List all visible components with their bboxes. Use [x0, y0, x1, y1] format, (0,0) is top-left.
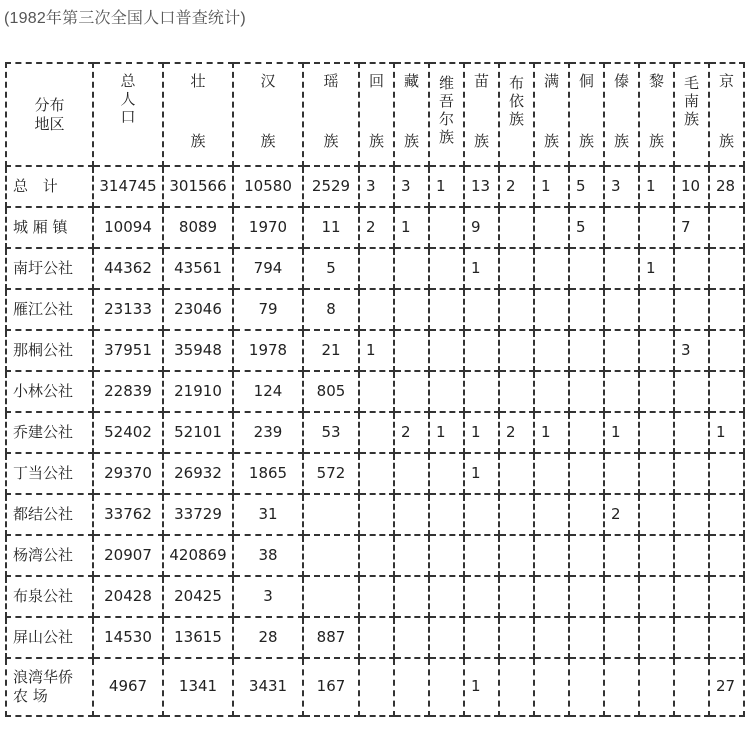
population-cell [359, 535, 394, 576]
population-cell [359, 453, 394, 494]
population-cell [394, 453, 429, 494]
ethnic-group-header [303, 63, 359, 166]
population-cell [394, 576, 429, 617]
population-cell [604, 289, 639, 330]
population-cell: 10580 [233, 166, 303, 207]
population-cell [359, 412, 394, 453]
population-cell [464, 494, 499, 535]
population-cell [534, 535, 569, 576]
ethnic-group-header-suffix: 族 [718, 132, 734, 150]
population-cell [674, 453, 709, 494]
population-cell: 2 [499, 166, 534, 207]
population-cell: 167 [303, 658, 359, 716]
population-cell: 29370 [93, 453, 163, 494]
population-cell: 572 [303, 453, 359, 494]
population-cell [429, 658, 464, 716]
ethnic-group-header-name: 黎 [648, 72, 664, 90]
population-cell: 79 [233, 289, 303, 330]
population-cell [674, 576, 709, 617]
population-cell: 31 [233, 494, 303, 535]
table-row [6, 494, 744, 535]
population-cell: 44362 [93, 248, 163, 289]
population-cell: 2529 [303, 166, 359, 207]
population-cell [429, 453, 464, 494]
population-cell [429, 371, 464, 412]
population-cell [534, 576, 569, 617]
population-cell: 1 [604, 412, 639, 453]
ethnic-group-header-text: 维 吾 尔 族 [438, 74, 454, 146]
population-cell: 21 [303, 330, 359, 371]
population-cell [639, 330, 674, 371]
ethnic-group-header [709, 63, 744, 166]
population-cell: 3 [359, 166, 394, 207]
population-cell [709, 371, 744, 412]
population-cell [394, 494, 429, 535]
table-row [6, 330, 744, 371]
population-cell: 20428 [93, 576, 163, 617]
population-cell [394, 658, 429, 716]
population-cell: 10094 [93, 207, 163, 248]
population-cell: 1341 [163, 658, 233, 716]
population-cell [639, 535, 674, 576]
population-cell [604, 617, 639, 658]
population-cell: 301566 [163, 166, 233, 207]
population-cell: 23046 [163, 289, 233, 330]
population-cell [394, 248, 429, 289]
population-cell [429, 494, 464, 535]
population-cell [359, 248, 394, 289]
population-cell [359, 289, 394, 330]
population-cell: 314745 [93, 166, 163, 207]
population-cell: 10 [674, 166, 709, 207]
population-cell [639, 371, 674, 412]
population-cell: 27 [709, 658, 744, 716]
population-cell: 11 [303, 207, 359, 248]
population-cell [569, 494, 604, 535]
population-cell [464, 617, 499, 658]
ethnic-group-header-name: 藏 [403, 72, 419, 90]
population-cell [674, 371, 709, 412]
population-cell [534, 248, 569, 289]
district-name-cell [6, 207, 93, 248]
table-row [6, 617, 744, 658]
district-name-cell [6, 412, 93, 453]
district-name-cell [6, 658, 93, 716]
population-cell [604, 453, 639, 494]
population-cell [604, 330, 639, 371]
population-cell: 1 [464, 248, 499, 289]
population-cell [534, 371, 569, 412]
table-row [6, 658, 744, 716]
ethnic-group-header-suffix: 族 [543, 132, 559, 150]
ethnic-group-header [464, 63, 499, 166]
district-name: 小林公社 [13, 382, 74, 401]
district-name-cell [6, 166, 93, 207]
population-cell [604, 658, 639, 716]
table-row [6, 207, 744, 248]
population-cell [569, 535, 604, 576]
ethnic-group-header [163, 63, 233, 166]
population-cell [569, 617, 604, 658]
population-cell [639, 576, 674, 617]
table-row [6, 453, 744, 494]
population-cell [429, 576, 464, 617]
ethnic-group-header [674, 63, 709, 166]
population-cell [534, 330, 569, 371]
population-cell [359, 494, 394, 535]
ethnic-group-header-text: 毛 南 族 [683, 74, 699, 128]
district-name-cell [6, 289, 93, 330]
population-cell [639, 453, 674, 494]
population-cell [359, 658, 394, 716]
ethnic-group-header [499, 63, 534, 166]
population-cell [429, 535, 464, 576]
district-name: 雁江公社 [13, 300, 74, 319]
population-cell [674, 658, 709, 716]
district-header [6, 63, 93, 166]
header-row [6, 63, 744, 166]
population-cell [709, 535, 744, 576]
population-cell [499, 330, 534, 371]
population-cell: 1978 [233, 330, 303, 371]
population-cell [569, 453, 604, 494]
population-cell: 3 [233, 576, 303, 617]
population-cell: 887 [303, 617, 359, 658]
population-cell [639, 494, 674, 535]
district-name-cell [6, 494, 93, 535]
ethnic-group-header-name: 壮 [190, 72, 206, 90]
population-cell [569, 658, 604, 716]
population-cell [359, 576, 394, 617]
table-row [6, 535, 744, 576]
table-row [6, 412, 744, 453]
population-cell: 1 [464, 412, 499, 453]
ethnic-group-header [394, 63, 429, 166]
table-row [6, 289, 744, 330]
population-cell [534, 617, 569, 658]
population-cell [569, 289, 604, 330]
ethnic-group-header [639, 63, 674, 166]
population-cell: 1 [639, 166, 674, 207]
population-cell: 3 [674, 330, 709, 371]
ethnic-group-header [534, 63, 569, 166]
ethnic-group-header-suffix: 族 [578, 132, 594, 150]
population-cell: 1 [534, 166, 569, 207]
population-cell: 3 [394, 166, 429, 207]
population-cell [464, 535, 499, 576]
population-cell [499, 248, 534, 289]
population-cell: 53 [303, 412, 359, 453]
total-population-header-text: 总 人 口 [120, 72, 136, 126]
population-cell [569, 330, 604, 371]
population-cell: 33729 [163, 494, 233, 535]
ethnic-group-header [569, 63, 604, 166]
table-row [6, 248, 744, 289]
population-cell: 4967 [93, 658, 163, 716]
population-cell [639, 289, 674, 330]
ethnic-group-header-name: 傣 [613, 72, 629, 90]
population-cell [303, 576, 359, 617]
population-cell: 794 [233, 248, 303, 289]
population-cell [709, 207, 744, 248]
census-table [5, 62, 745, 717]
population-cell: 124 [233, 371, 303, 412]
population-cell: 1 [709, 412, 744, 453]
population-cell [569, 576, 604, 617]
population-cell [709, 289, 744, 330]
population-cell: 805 [303, 371, 359, 412]
district-name-cell [6, 248, 93, 289]
population-cell [429, 330, 464, 371]
ethnic-group-header-text: 布 依 族 [508, 74, 524, 128]
population-cell: 2 [394, 412, 429, 453]
population-cell [709, 453, 744, 494]
population-cell [639, 412, 674, 453]
population-cell: 1 [429, 166, 464, 207]
population-cell: 23133 [93, 289, 163, 330]
population-cell [674, 494, 709, 535]
population-cell: 35948 [163, 330, 233, 371]
population-cell [534, 658, 569, 716]
ethnic-group-header [233, 63, 303, 166]
population-cell [534, 289, 569, 330]
population-cell: 1 [359, 330, 394, 371]
district-name: 浪湾华侨 农 场 [13, 668, 74, 705]
population-cell: 52101 [163, 412, 233, 453]
population-cell [604, 248, 639, 289]
population-cell [604, 207, 639, 248]
population-cell: 2 [604, 494, 639, 535]
population-cell [499, 535, 534, 576]
population-cell: 14530 [93, 617, 163, 658]
population-cell [674, 535, 709, 576]
table-row [6, 576, 744, 617]
district-name: 城 厢 镇 [13, 218, 68, 237]
population-cell [464, 330, 499, 371]
population-cell [429, 617, 464, 658]
district-name: 屏山公社 [13, 628, 74, 647]
ethnic-group-header-name: 汉 [260, 72, 276, 90]
district-name: 总 计 [13, 177, 63, 196]
ethnic-group-header [429, 63, 464, 166]
population-cell: 52402 [93, 412, 163, 453]
population-cell: 28 [233, 617, 303, 658]
population-cell: 37951 [93, 330, 163, 371]
population-cell: 5 [303, 248, 359, 289]
population-cell: 13615 [163, 617, 233, 658]
population-cell: 1 [639, 248, 674, 289]
population-cell: 2 [499, 412, 534, 453]
ethnic-group-header-suffix: 族 [473, 132, 489, 150]
population-cell: 38 [233, 535, 303, 576]
population-cell [569, 248, 604, 289]
population-cell: 33762 [93, 494, 163, 535]
district-name: 布泉公社 [13, 587, 74, 606]
population-cell [499, 289, 534, 330]
population-cell: 239 [233, 412, 303, 453]
population-cell [394, 289, 429, 330]
population-cell: 5 [569, 166, 604, 207]
ethnic-group-header [604, 63, 639, 166]
ethnic-group-header-suffix: 族 [648, 132, 664, 150]
population-cell: 1865 [233, 453, 303, 494]
ethnic-group-header-name: 瑶 [323, 72, 339, 90]
district-name: 都结公社 [13, 505, 74, 524]
population-cell: 1 [429, 412, 464, 453]
population-cell [499, 371, 534, 412]
population-cell [604, 371, 639, 412]
population-cell [709, 248, 744, 289]
ethnic-group-header-suffix: 族 [190, 132, 206, 150]
district-name: 杨湾公社 [13, 546, 74, 565]
population-cell [359, 371, 394, 412]
district-name: 那桐公社 [13, 341, 74, 360]
population-cell [499, 494, 534, 535]
population-cell [499, 576, 534, 617]
population-cell [499, 658, 534, 716]
district-name-cell [6, 617, 93, 658]
population-cell [604, 576, 639, 617]
population-cell: 420869 [163, 535, 233, 576]
population-cell [569, 412, 604, 453]
district-name-cell [6, 453, 93, 494]
population-cell: 5 [569, 207, 604, 248]
population-cell [639, 658, 674, 716]
population-cell [674, 617, 709, 658]
population-cell [303, 535, 359, 576]
page-caption: (1982年第三次全国人口普查统计) [4, 10, 246, 27]
population-cell [394, 330, 429, 371]
population-cell: 2 [359, 207, 394, 248]
population-cell [639, 617, 674, 658]
population-cell: 20425 [163, 576, 233, 617]
ethnic-group-header [359, 63, 394, 166]
ethnic-group-header-suffix: 族 [323, 132, 339, 150]
population-cell: 1 [464, 453, 499, 494]
population-cell: 26932 [163, 453, 233, 494]
population-cell: 3431 [233, 658, 303, 716]
population-cell [359, 617, 394, 658]
population-cell [534, 453, 569, 494]
population-cell [464, 576, 499, 617]
population-cell: 8 [303, 289, 359, 330]
population-cell: 1 [534, 412, 569, 453]
ethnic-group-header-name: 苗 [473, 72, 489, 90]
population-cell [394, 535, 429, 576]
district-header-text: 分布 地区 [34, 95, 65, 133]
population-cell: 7 [674, 207, 709, 248]
district-name-cell [6, 371, 93, 412]
ethnic-group-header-name: 回 [368, 72, 384, 90]
ethnic-group-header-name: 满 [543, 72, 559, 90]
population-cell: 21910 [163, 371, 233, 412]
population-cell: 1970 [233, 207, 303, 248]
ethnic-group-header-suffix: 族 [260, 132, 276, 150]
population-cell [464, 289, 499, 330]
population-cell: 3 [604, 166, 639, 207]
population-cell: 13 [464, 166, 499, 207]
population-cell [499, 207, 534, 248]
population-cell [569, 371, 604, 412]
ethnic-group-header-suffix: 族 [403, 132, 419, 150]
population-cell [709, 576, 744, 617]
population-cell [464, 371, 499, 412]
population-cell: 1 [394, 207, 429, 248]
district-name-cell [6, 535, 93, 576]
population-cell [674, 289, 709, 330]
population-cell: 28 [709, 166, 744, 207]
population-cell [709, 494, 744, 535]
ethnic-group-header-name: 侗 [578, 72, 594, 90]
table-row [6, 166, 744, 207]
population-cell: 9 [464, 207, 499, 248]
population-cell [639, 207, 674, 248]
population-cell [499, 453, 534, 494]
population-cell [709, 617, 744, 658]
ethnic-group-header-name: 京 [718, 72, 734, 90]
population-cell [429, 248, 464, 289]
population-cell [604, 535, 639, 576]
population-cell [674, 248, 709, 289]
population-cell: 43561 [163, 248, 233, 289]
population-cell [429, 207, 464, 248]
district-name: 南圩公社 [13, 259, 74, 278]
population-cell [534, 494, 569, 535]
population-cell [709, 330, 744, 371]
population-cell: 20907 [93, 535, 163, 576]
district-name-cell [6, 576, 93, 617]
population-cell [303, 494, 359, 535]
ethnic-group-header-suffix: 族 [368, 132, 384, 150]
population-cell: 22839 [93, 371, 163, 412]
population-cell [394, 617, 429, 658]
table-row [6, 371, 744, 412]
population-cell: 8089 [163, 207, 233, 248]
ethnic-group-header-suffix: 族 [613, 132, 629, 150]
population-cell [534, 207, 569, 248]
population-cell [499, 617, 534, 658]
district-name-cell [6, 330, 93, 371]
total-population-header [93, 63, 163, 166]
population-cell: 1 [464, 658, 499, 716]
population-cell [674, 412, 709, 453]
district-name: 乔建公社 [13, 423, 74, 442]
population-cell [429, 289, 464, 330]
population-cell [394, 371, 429, 412]
district-name: 丁当公社 [13, 464, 74, 483]
